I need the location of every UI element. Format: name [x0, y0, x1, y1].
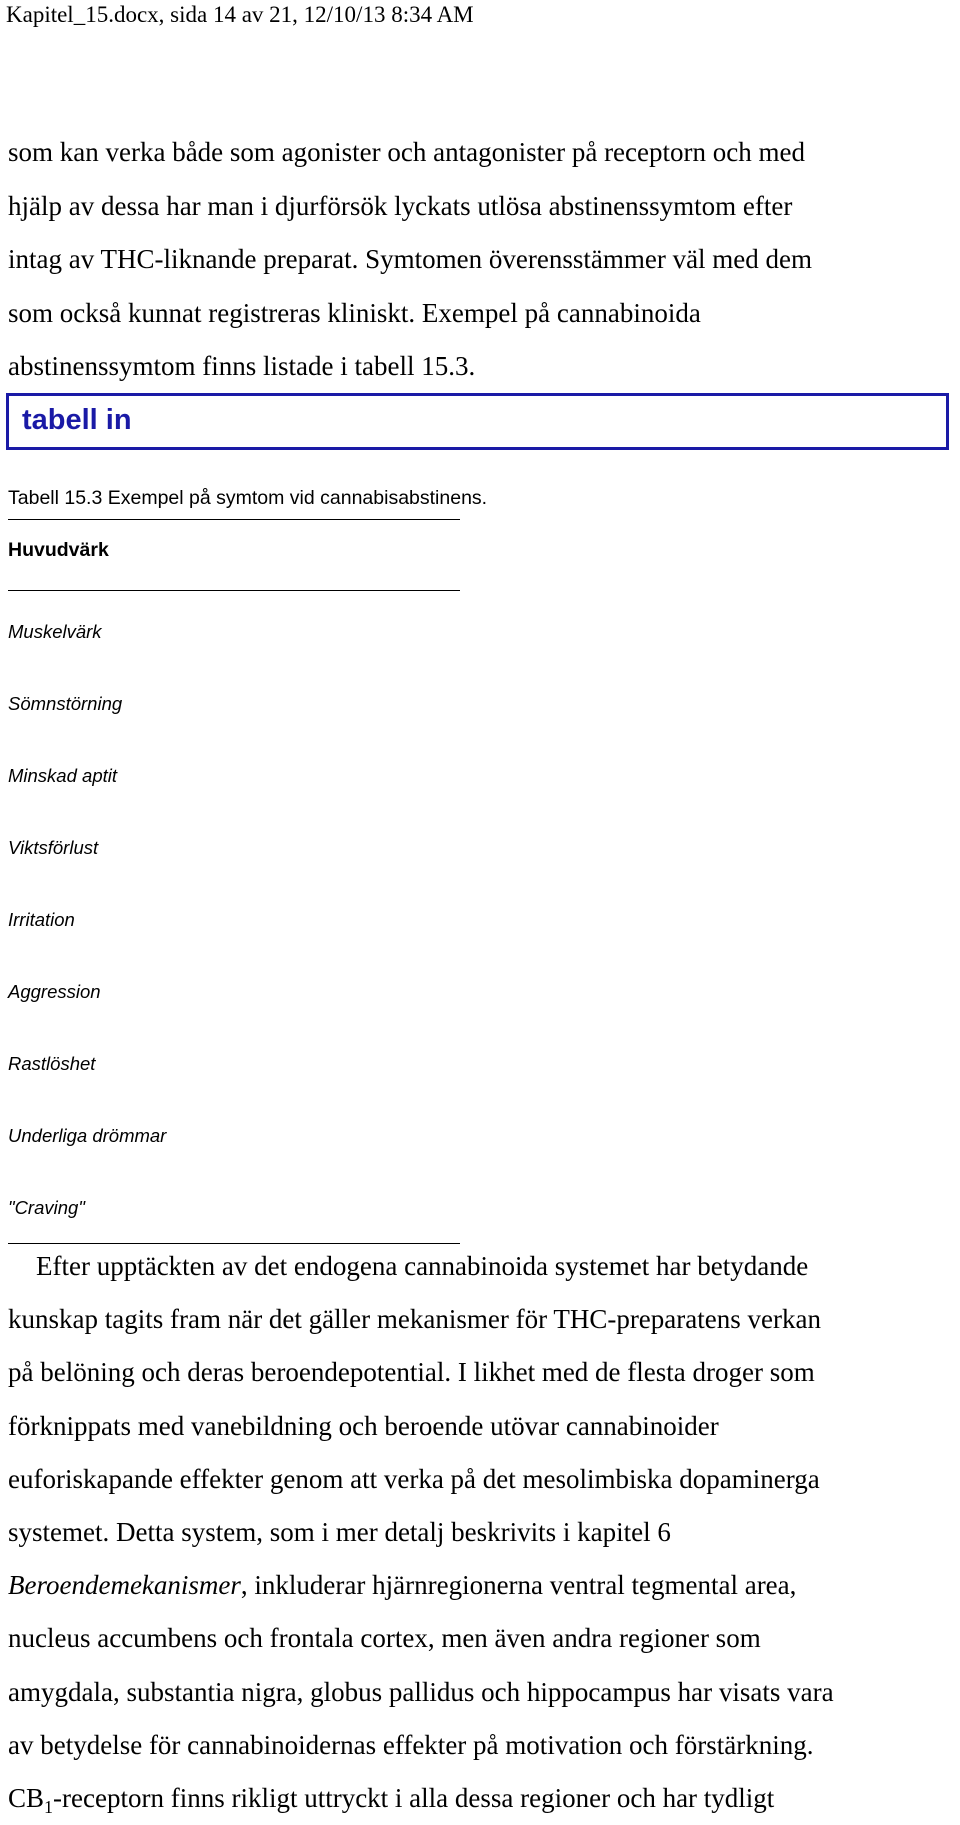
table-row: Irritation [8, 909, 75, 930]
body-paragraph-2 [8, 1240, 948, 1825]
paragraph-line-rest: , inkluderar hjärnregionerna ventral tegmental area, [240, 1570, 797, 1601]
paragraph-line: hjälp av dessa har man i djurförsök lyckats utlösa abstinenssymtom efter [8, 190, 793, 221]
table-row: Minskad aptit [8, 765, 117, 786]
receptor-subscript: 1 [44, 1797, 54, 1818]
paragraph-line: kunskap tagits fram när det gäller mekanismer för THC-preparatens verkan [8, 1304, 821, 1335]
paragraph-line [8, 1772, 948, 1825]
table-header-rule [8, 590, 460, 591]
table-caption: Tabell 15.3 Exempel på symtom vid cannabisabstinens. [8, 487, 488, 509]
paragraph-line: av betydelse för cannabinoidernas effekter på motivation och förstärkning. [8, 1729, 814, 1760]
table-top-rule [8, 519, 460, 520]
paragraph-line: euforiskapande effekter genom att verka på det mesolimbiska dopaminerga [8, 1463, 820, 1494]
table-row: Aggression [8, 981, 101, 1002]
paragraph-line: nucleus accumbens och frontala cortex, men även andra regioner som [8, 1623, 761, 1654]
receptor-name: CB [8, 1783, 45, 1814]
paragraph-line: intag av THC-liknande preparat. Symtomen överensstämmer väl med dem [8, 244, 813, 274]
paragraph-line: Efter upptäckten av det endogena cannabinoida systemet har betydande [36, 1251, 809, 1281]
paragraph-line: abstinenssymtom finns listade i tabell 15.3. [8, 351, 476, 381]
table-placeholder-label: tabell in [22, 404, 132, 436]
table-row: Sömnstörning [8, 693, 123, 714]
paragraph-line: systemet. Detta system, som i mer detalj beskrivits i kapitel 6 [8, 1517, 671, 1548]
paragraph-line: förknippats med vanebildning och beroende utövar cannabinoider [8, 1410, 719, 1441]
table-placeholder-box [6, 393, 949, 450]
table-row: Muskelvärk [8, 621, 102, 642]
paragraph-line: på belöning och deras beroendepotential. I likhet med de flesta droger som [8, 1357, 815, 1388]
body-paragraph-1 [8, 126, 948, 394]
paragraph-line [8, 1559, 948, 1612]
table-row: Rastlöshet [8, 1053, 96, 1074]
table-header-cell: Huvudvärk [8, 539, 109, 561]
paragraph-line: som också kunnat registreras kliniskt. Exempel på cannabinoida [8, 297, 701, 328]
chapter-title-italic: Beroendemekanismer [8, 1570, 241, 1601]
paragraph-line: amygdala, substantia nigra, globus pallidus och hippocampus har visats vara [8, 1676, 834, 1707]
page-header: Kapitel_15.docx, sida 14 av 21, 12/10/13 8:34 AM [6, 2, 474, 27]
table-row: "Craving" [8, 1197, 85, 1218]
paragraph-line-rest: -receptorn finns rikligt uttryckt i alla dessa regioner och har tydligt [53, 1783, 775, 1814]
table-row: Viktsförlust [8, 837, 99, 858]
table-row: Underliga drömmar [8, 1125, 167, 1146]
paragraph-line: som kan verka både som agonister och antagonister på receptorn och med [8, 137, 805, 167]
